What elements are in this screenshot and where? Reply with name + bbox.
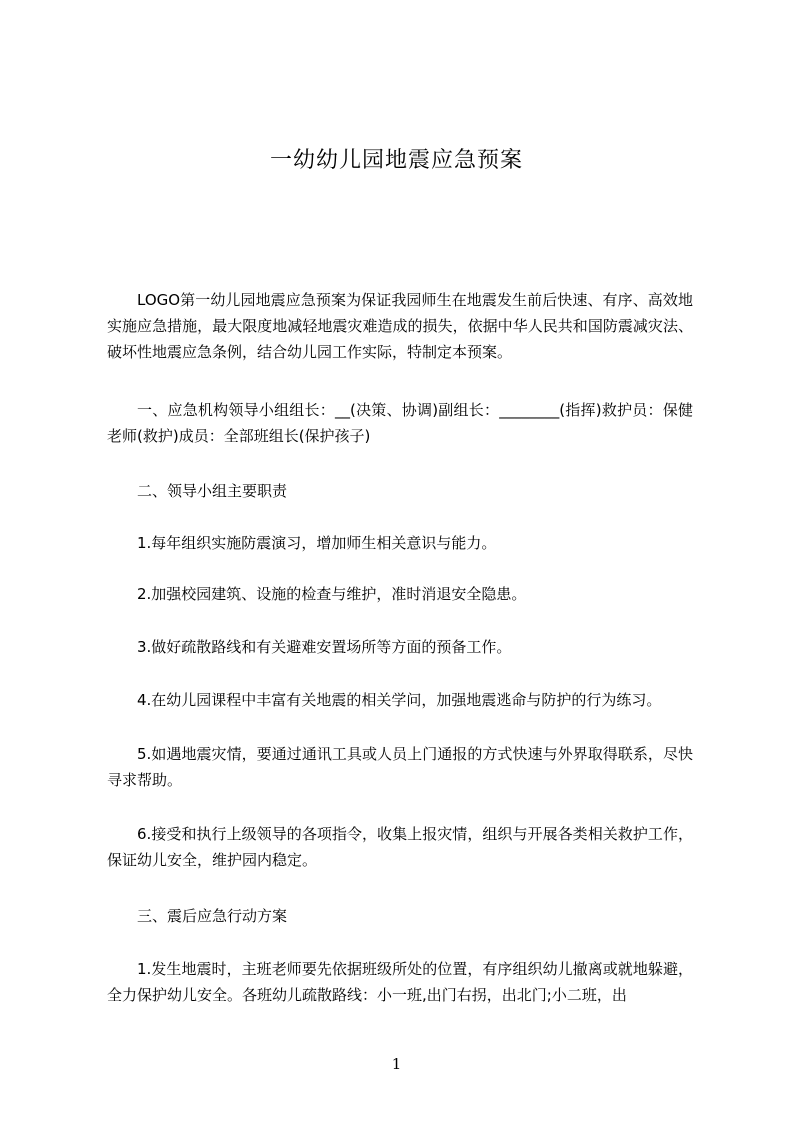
section-1-emergency-organization: 一、应急机构领导小组组长：__(决策、协调)副组长：________(指挥)救护员：保健老师(救护)成员：全部班组长(保护孩子) [107,401,693,445]
document-title: 一幼幼儿园地震应急预案 [269,148,523,173]
section-2-heading: 二、领导小组主要职责 [137,482,288,500]
duty-item-4: 4.在幼儿园课程中丰富有关地震的相关学问，加强地震逃命与防护的行为练习。 [137,691,662,709]
page-number: 1 [391,1055,402,1073]
section-3-heading: 三、震后应急行动方案 [137,907,288,925]
duty-item-2: 2.加强校园建筑、设施的检查与维护，准时消退安全隐患。 [137,585,527,603]
duty-item-3: 3.做好疏散路线和有关避难安置场所等方面的预备工作。 [137,638,512,656]
intro-paragraph: LOGO第一幼儿园地震应急预案为保证我园师生在地震发生前后快速、有序、高效地实施应急措施，最大限度地减轻地震灾难造成的损失，依据中华人民共和国防震减灾法、破坏性地震应急条例，结合幼儿园工作实际，特制定本预案。 [107,291,693,361]
duty-item-6: 6.接受和执行上级领导的各项指令，收集上报灾情，组织与开展各类相关救护工作，保证幼儿安全，维护园内稳定。 [107,825,693,869]
action-item-1: 1.发生地震时，主班老师要先依据班级所处的位置，有序组织幼儿撤离或就地躲避，全力保护幼儿安全。各班幼儿疏散路线：小一班,出门右拐，出北门;小二班，出 [107,960,693,1004]
duty-item-1: 1.每年组织实施防震演习，增加师生相关意识与能力。 [137,534,497,552]
duty-item-5: 5.如遇地震灾情，要通过通讯工具或人员上门通报的方式快速与外界取得联系，尽快寻求帮助。 [107,745,693,789]
